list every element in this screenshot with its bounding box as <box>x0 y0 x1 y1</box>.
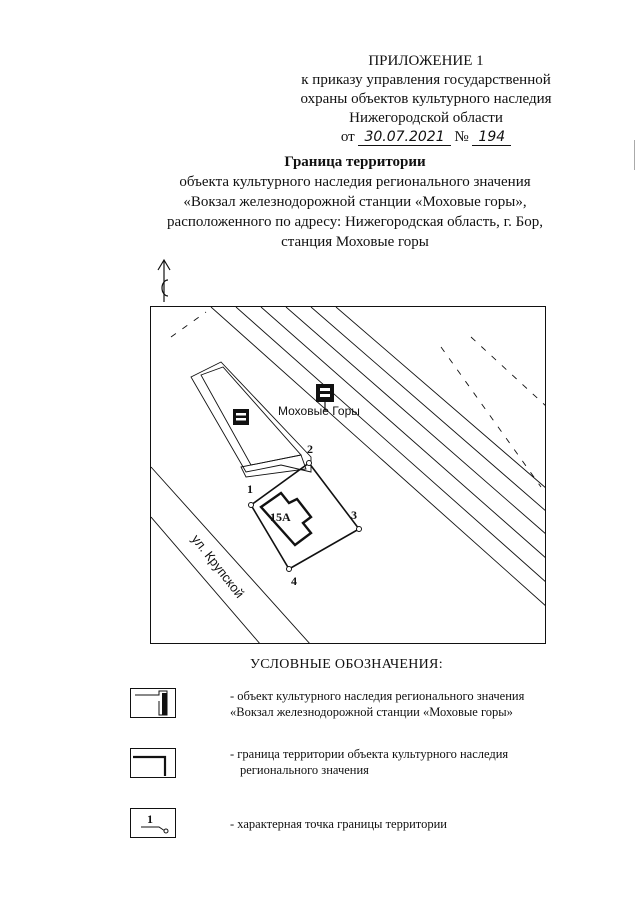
heritage-object-icon <box>233 409 249 425</box>
legend-heritage-object-symbol <box>130 688 176 718</box>
appendix-title: ПРИЛОЖЕНИЕ 1 <box>368 53 484 69</box>
north-arrow-icon <box>154 258 174 304</box>
boundary-map <box>150 306 546 644</box>
legend-point-line-1: - характерная точка границы территории <box>230 817 447 831</box>
building-number-label: 15А <box>270 510 291 524</box>
scan-edge-mark <box>634 140 638 170</box>
boundary-point-3 <box>357 527 362 532</box>
appendix-block <box>276 52 576 147</box>
document-heading <box>120 152 590 252</box>
point-label-3: 3 <box>351 508 357 522</box>
territory-boundary <box>251 463 359 569</box>
date-prefix: от <box>340 129 355 145</box>
street-lines <box>151 467 311 644</box>
heading-title: Граница территории <box>284 154 426 170</box>
heading-line-2: «Вокзал железнодорожной станции «Моховые горы», <box>183 194 527 210</box>
legend-boundary-text <box>230 746 560 778</box>
legend-heritage-object-text <box>230 688 560 720</box>
boundary-point-4 <box>287 567 292 572</box>
legend-point-text <box>230 816 560 832</box>
order-number: 194 <box>472 129 511 146</box>
legend-heritage-line-2: «Вокзал железнодорожной станции «Моховые горы» <box>230 705 513 719</box>
map-drawing <box>151 307 546 644</box>
legend-point-symbol-label: 1 <box>147 812 153 826</box>
boundary-point-1 <box>249 503 254 508</box>
appendix-line-3: Нижегородской области <box>349 110 503 126</box>
railway-tracks <box>211 307 546 607</box>
legend-title: УСЛОВНЫЕ ОБОЗНАЧЕНИЯ: <box>250 657 443 672</box>
order-date: 30.07.2021 <box>358 129 450 146</box>
legend-boundary-symbol <box>130 748 176 778</box>
order-date-line <box>276 128 576 147</box>
heading-line-3: расположенного по адресу: Нижегородская область, г. Бор, <box>167 214 543 230</box>
appendix-line-1: к приказу управления государственной <box>301 72 551 88</box>
appendix-line-2: охраны объектов культурного наследия <box>300 91 552 107</box>
boundary-point-2 <box>307 461 312 466</box>
heading-line-4: станция Моховые горы <box>281 234 429 250</box>
point-label-4: 4 <box>291 574 297 588</box>
station-building-outline <box>191 362 311 477</box>
point-label-2: 2 <box>307 442 313 456</box>
heading-line-1: объекта культурного наследия регионального значения <box>179 174 531 190</box>
legend-boundary-line-1: - граница территории объекта культурного наследия <box>230 747 509 761</box>
station-label: Моховые Горы <box>278 404 360 418</box>
number-prefix: № <box>454 129 469 145</box>
legend-point-symbol <box>130 808 176 838</box>
street-label: ул. Крупской <box>188 531 248 601</box>
boundary-points <box>249 461 362 572</box>
point-label-1: 1 <box>247 482 253 496</box>
legend-heritage-line-1: - объект культурного наследия регионального значения <box>230 689 525 703</box>
legend-boundary-line-2: регионального значения <box>240 763 369 777</box>
